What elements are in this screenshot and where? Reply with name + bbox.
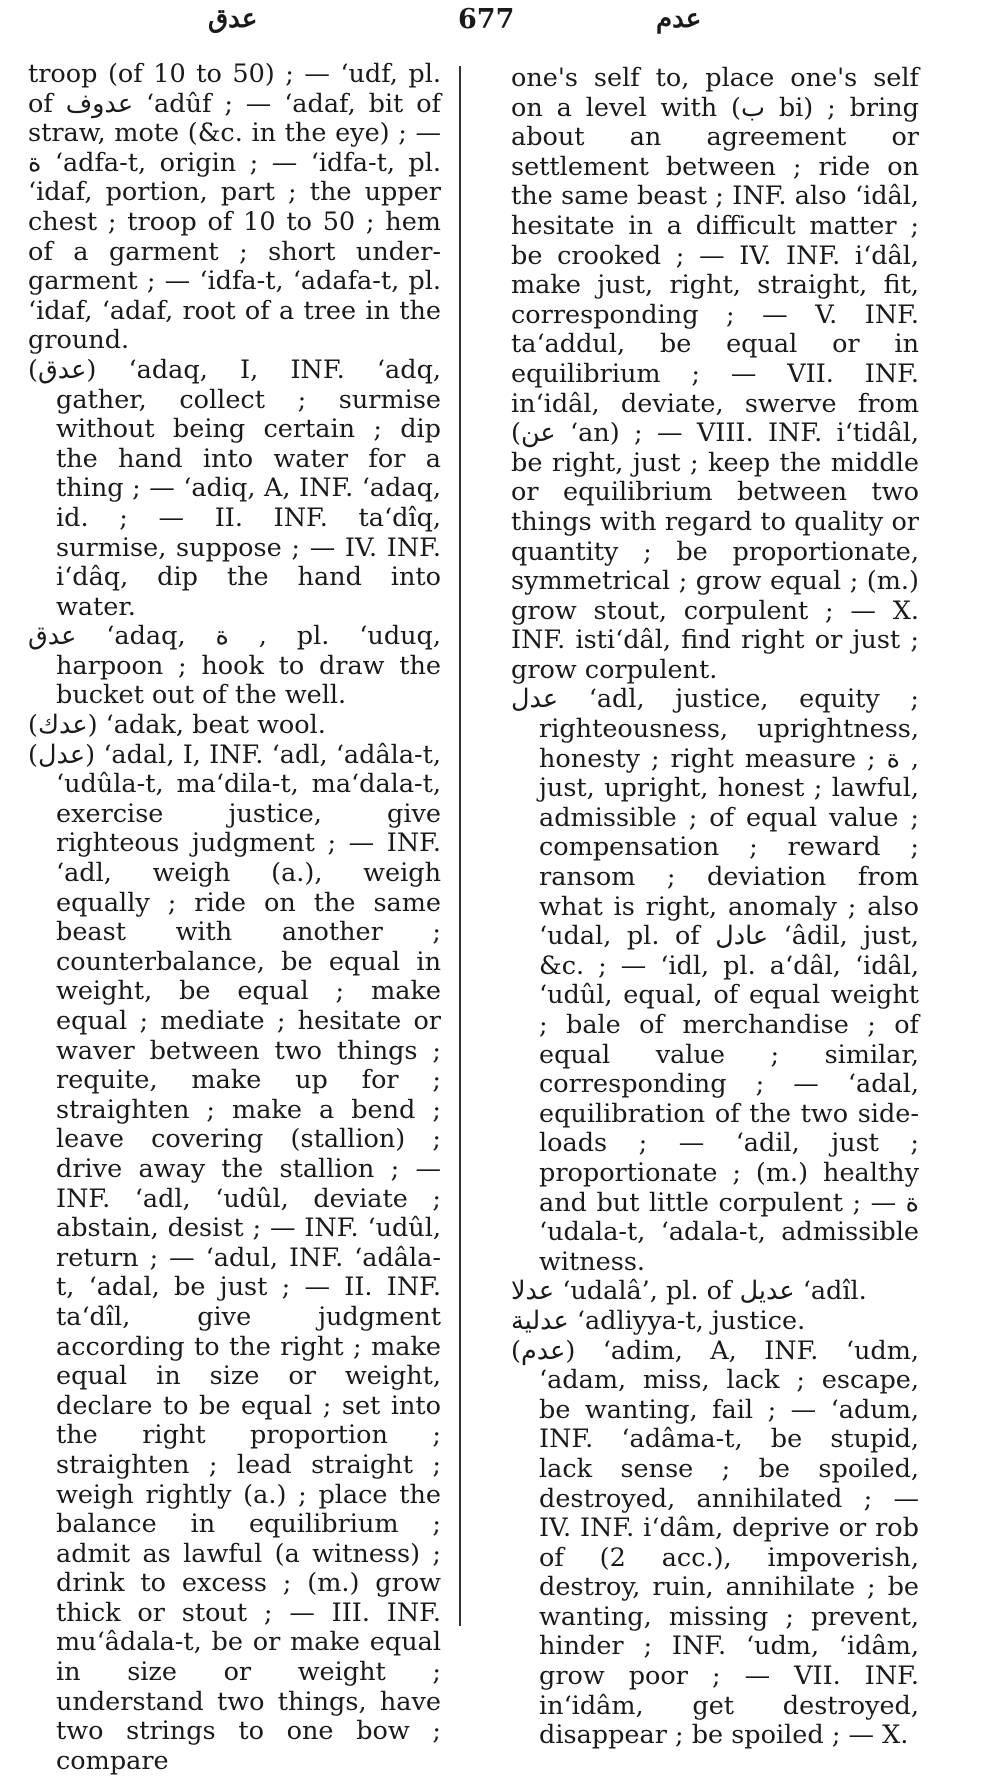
entry-adaq-noun: عدق ‘adaq, ة , pl. ‘uduq, harpoon ; hook to draw the bucket out of the well. [28, 621, 441, 711]
entry-adliyya: عدلية ‘adliyya-t, justice. [511, 1305, 806, 1336]
entry-continuation: troop (of 10 to 50) ; — ‘udf, pl. of عدوف ‘adûf ; — ‘adaf, bit of straw, mote (&c. in the eye) ; — ة ‘adfa-t, origin ; — ‘idfa-t, pl. ‘idaf, portion, part ; the upper chest ; troop of 10 to 50 ; hem of a garment ; short under-garment ; — ‘idfa-t, ‘adafa-t, pl. ‘idaf, ‘adaf, root of a tree in the ground. [28, 59, 441, 356]
entry-adaq-verb: (عدق) ‘adaq, I, INF. ‘adq, gather, collect ; surmise without being certain ; dip the hand into water for a thing ; — ‘adiq, A, INF. ‘adaq, id. ; — II. INF. ta‘dîq, surmise, suppose ; — IV. INF. i‘dâq, dip the hand into water. [28, 354, 441, 622]
page-header [0, 0, 1000, 40]
right-running-head: عدم [656, 4, 702, 34]
entry-adl-noun: عدل ‘adl, justice, equity ; righteousness, uprightness, honesty ; right measure ; ة , just, upright, honest ; lawful, admissible ; of equal value ; compensation ; reward ; ransom ; deviation from what is right, anomaly ; also ‘udal, pl. of عادل ‘âdil, just, &c. ; — ‘idl, pl. a‘dâl, ‘idâl, ‘udûl, equal, of equal weight ; bale of merchandise ; of equal value ; similar, corresponding ; — ‘adal, equilibration of the two side-loads ; — ‘adil, just ; proportionate ; (m.) healthy and but little corpulent ; — ة ‘udala-t, ‘adala-t, admissible witness. [511, 684, 920, 1277]
left-column [28, 60, 441, 1776]
entry-adal-verb: (عدل) ‘adal, I, INF. ‘adl, ‘adâla-t, ‘udûla-t, ma‘dila-t, ma‘dala-t, exercise justice, give righteous judgment ; — INF. ‘adl, weigh (a.), weigh equally ; ride on the same beast with another ; counterbalance, be equal in weight, be equal ; make equal ; mediate ; hesitate or waver between two things ; requite, make up for ; straighten ; make a bend ; leave covering (stallion) ; drive away the stallion ; — INF. ‘adl, ‘udûl, deviate ; abstain, desist ; — INF. ‘udûl, return ; — ‘adul, INF. ‘adâla-t, ‘adal, be just ; — II. INF. ta‘dîl, give judgment according to the right ; make equal in size or weight, declare to be equal ; set into the right proportion ; straighten ; lead straight ; weigh rightly (a.) ; place the balance in equilibrium ; admit as lawful (a witness) ; drink to excess ; (m.) grow thick or stout ; — III. INF. mu‘âdala-t, be or make equal in size or weight ; understand two things, have two strings to one bow ; compare [28, 739, 441, 1776]
column-divider [459, 66, 461, 1626]
entry-adim-verb: (عدم) ‘adim, A, INF. ‘udm, ‘adam, miss, lack ; escape, be wanting, fail ; — ‘adum, INF. ‘adâma-t, be stupid, lack sense ; be spoiled, destroyed, annihilated ; — IV. INF. i‘dâm, deprive or rob of (2 acc.), impoverish, destroy, ruin, annihilate ; be wanting, missing ; prevent, hinder ; INF. ‘udm, ‘idâm, grow poor ; — VII. INF. in‘idâm, get destroyed, disappear ; be spoiled ; — X. [511, 1335, 919, 1751]
left-running-head: عدق [208, 4, 258, 34]
page-number: 677 [458, 4, 515, 35]
right-column [511, 64, 919, 1751]
entry-udala: عدلا ‘udalâ’, pl. of عديل ‘adîl. [511, 1276, 867, 1307]
entry-adak-verb: (عدك) ‘adak, beat wool. [28, 710, 326, 741]
entry-adal-continuation: one's self to, place one's self on a level with (ب bi) ; bring about an agreement or settlement between ; ride on the same beast ; INF. also ‘idâl, hesitate in a difficult matter ; be crooked ; — IV. INF. i‘dâl, make just, right, straight, fit, corresponding ; — V. INF. ta‘addul, be equal or in equilibrium ; — VII. INF. in‘idâl, deviate, swerve from (عن ‘an) ; — VIII. INF. i‘tidâl, be right, just ; keep the middle or equilibrium between two things with regard to quality or quantity ; be proportionate, symmetrical ; grow equal ; (m.) grow stout, corpulent ; — X. INF. isti‘dâl, find right or just ; grow corpulent. [511, 63, 919, 685]
